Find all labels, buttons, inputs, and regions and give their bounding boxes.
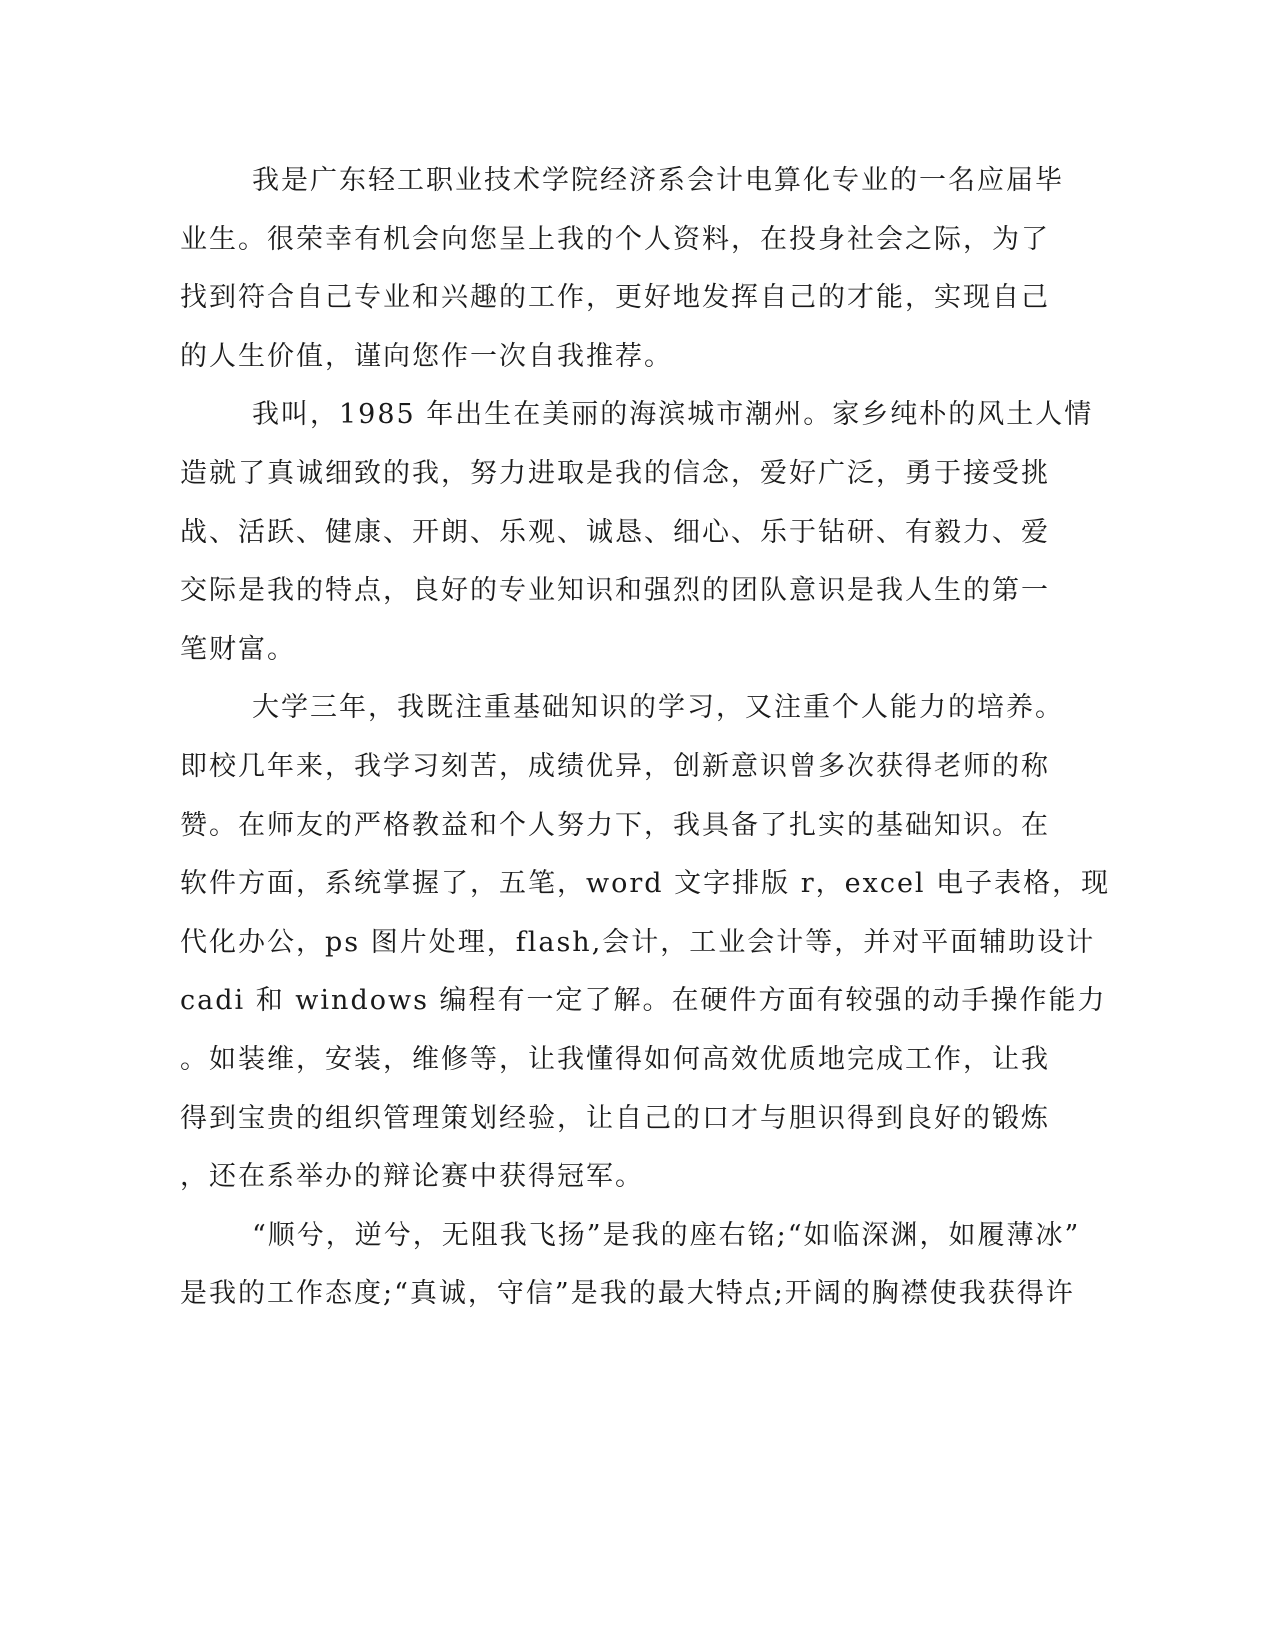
paragraph-personal [180, 394, 1094, 687]
text-line: 的人生价值，谨向您作一次自我推荐。 [180, 340, 673, 372]
text-line: 即校几年来，我学习刻苦，成绩优异，创新意识曾多次获得老师的称 [180, 750, 1050, 782]
text-line: 是我的工作态度;“真诚，守信”是我的最大特点;开阔的胸襟使我获得许 [180, 1278, 1075, 1310]
text-line: cadi 和 windows 编程有一定了解。在硬件方面有较强的动手操作能力 [180, 985, 1107, 1017]
paragraph-education [180, 687, 1111, 1214]
text-line: 。如装维，安装，维修等，让我懂得如何高效优质地完成工作，让我 [180, 1043, 1050, 1075]
text-line: 得到宝贵的组织管理策划经验，让自己的口才与胆识得到良好的锻炼 [180, 1102, 1050, 1134]
text-line: 代化办公，ps 图片处理，flash,会计，工业会计等，并对平面辅助设计 [180, 926, 1096, 958]
text-line: 赞。在师友的严格教益和个人努力下，我具备了扎实的基础知识。在 [180, 809, 1050, 841]
text-line: “顺兮，逆兮，无阻我飞扬”是我的座右铭;“如临深渊，如履薄冰” [252, 1219, 1081, 1251]
text-line: 大学三年，我既注重基础知识的学习，又注重个人能力的培养。 [252, 692, 1064, 724]
text-line: 交际是我的特点，良好的专业知识和强烈的团队意识是我人生的第一 [180, 575, 1050, 607]
text-line: 软件方面，系统掌握了，五笔，word 文字排版 r，excel 电子表格，现 [180, 868, 1111, 900]
text-line: 找到符合自己专业和兴趣的工作，更好地发挥自己的才能，实现自己 [180, 282, 1050, 314]
text-line: ，还在系举办的辩论赛中获得冠军。 [180, 1161, 644, 1193]
paragraph-motto [180, 1215, 1081, 1332]
text-line: 造就了真诚细致的我，努力进取是我的信念，爱好广泛，勇于接受挑 [180, 457, 1050, 489]
text-line: 我是广东轻工职业技术学院经济系会计电算化专业的一名应届毕 [252, 165, 1064, 196]
text-line: 笔财富。 [180, 633, 296, 665]
paragraph-introduction [180, 160, 1064, 394]
document-body [180, 160, 1111, 1332]
text-line: 业生。很荣幸有机会向您呈上我的个人资料，在投身社会之际，为了 [180, 223, 1050, 255]
text-line: 战、活跃、健康、开朗、乐观、诚恳、细心、乐于钻研、有毅力、爱 [180, 516, 1050, 548]
text-line: 我叫，1985 年出生在美丽的海滨城市潮州。家乡纯朴的风土人情 [252, 399, 1094, 431]
